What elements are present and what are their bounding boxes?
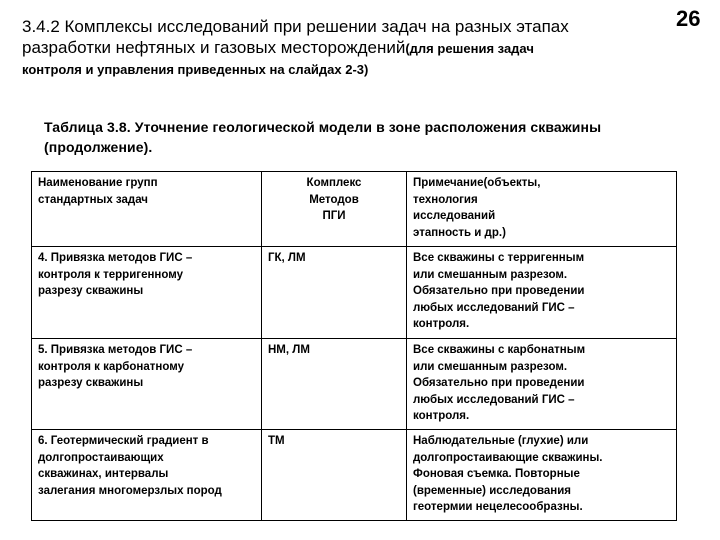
cell-line: или смешанным разрезом. xyxy=(413,268,568,281)
heading-line-2 xyxy=(22,37,662,59)
cell-line: контроля. xyxy=(413,318,470,330)
cell-line: любых исследований ГИС – xyxy=(413,301,575,314)
heading-line-2-small: (для решения задач xyxy=(405,41,534,56)
cell-line: Все скважины с терригенным xyxy=(413,252,585,264)
methods-cell xyxy=(262,430,407,521)
cell-line: НМ, ЛМ xyxy=(268,344,310,356)
page-number: 26 xyxy=(676,6,701,31)
task-cell xyxy=(32,339,262,430)
cell-line: стандартных задач xyxy=(38,193,148,206)
header-cell-task-groups xyxy=(32,172,262,247)
studies-table xyxy=(31,171,677,521)
note-cell xyxy=(407,339,677,430)
table-header-row xyxy=(32,172,677,247)
methods-cell xyxy=(262,247,407,339)
table-row xyxy=(32,247,677,339)
heading-line-3: контроля и управления приведенных на слайдах 2-3) xyxy=(22,62,369,77)
task-cell xyxy=(32,247,262,339)
cell-line: Методов xyxy=(309,193,359,206)
cell-line: разрезу скважины xyxy=(38,285,144,297)
cell-line: Примечание(объекты, xyxy=(413,177,541,189)
cell-line: 5. Привязка методов ГИС – xyxy=(38,344,193,356)
cell-line: Все скважины с карбонатным xyxy=(413,344,586,356)
cell-line: контроля к терригенному xyxy=(38,268,183,281)
cell-line: Фоновая съемка. Повторные xyxy=(413,468,580,480)
cell-line: или смешанным разрезом. xyxy=(413,360,568,373)
cell-line: Наименование групп xyxy=(38,177,158,189)
cell-line: технология xyxy=(413,193,478,206)
cell-line: ПГИ xyxy=(322,210,346,222)
table-caption xyxy=(44,117,694,157)
cell-line: контроля. xyxy=(413,410,470,422)
table-row xyxy=(32,430,677,521)
cell-line: Обязательно при проведении xyxy=(413,377,585,389)
cell-line: скважинах, интервалы xyxy=(38,468,169,480)
heading-line-1: 3.4.2 Комплексы исследований при решении задач на разных этапах xyxy=(22,17,569,36)
cell-line: залегания многомерзлых пород xyxy=(38,484,222,497)
table-row xyxy=(32,339,677,430)
heading-line-2-main: разработки нефтяных и газовых месторождений xyxy=(22,38,406,57)
cell-line: Комплекс xyxy=(306,177,362,189)
cell-line: Обязательно при проведении xyxy=(413,285,585,297)
cell-line: ТМ xyxy=(268,435,285,447)
caption-line-1: Таблица 3.8. Уточнение геологической модели в зоне расположения скважины xyxy=(44,119,602,135)
cell-line: (временные) исследования xyxy=(413,484,571,497)
cell-line: долгопростаивающие скважины. xyxy=(413,451,603,464)
methods-cell xyxy=(262,339,407,430)
cell-line: 4. Привязка методов ГИС – xyxy=(38,252,193,264)
cell-line: долгопростаивающих xyxy=(38,451,164,464)
cell-line: контроля к карбонатному xyxy=(38,360,184,373)
header-cell-methods xyxy=(262,172,407,247)
cell-line: ГК, ЛМ xyxy=(268,252,306,264)
cell-line: любых исследований ГИС – xyxy=(413,393,575,406)
cell-line: исследований xyxy=(413,210,496,222)
cell-line: Наблюдательные (глухие) или xyxy=(413,435,589,447)
caption-line-2: (продолжение). xyxy=(44,139,153,155)
section-heading xyxy=(22,16,662,80)
cell-line: этапность и др.) xyxy=(413,226,506,239)
task-cell xyxy=(32,430,262,521)
cell-line: 6. Геотермический градиент в xyxy=(38,435,209,447)
note-cell xyxy=(407,430,677,521)
note-cell xyxy=(407,247,677,339)
cell-line: разрезу скважины xyxy=(38,377,144,389)
header-cell-notes xyxy=(407,172,677,247)
cell-line: геотермии нецелесообразны. xyxy=(413,501,583,513)
